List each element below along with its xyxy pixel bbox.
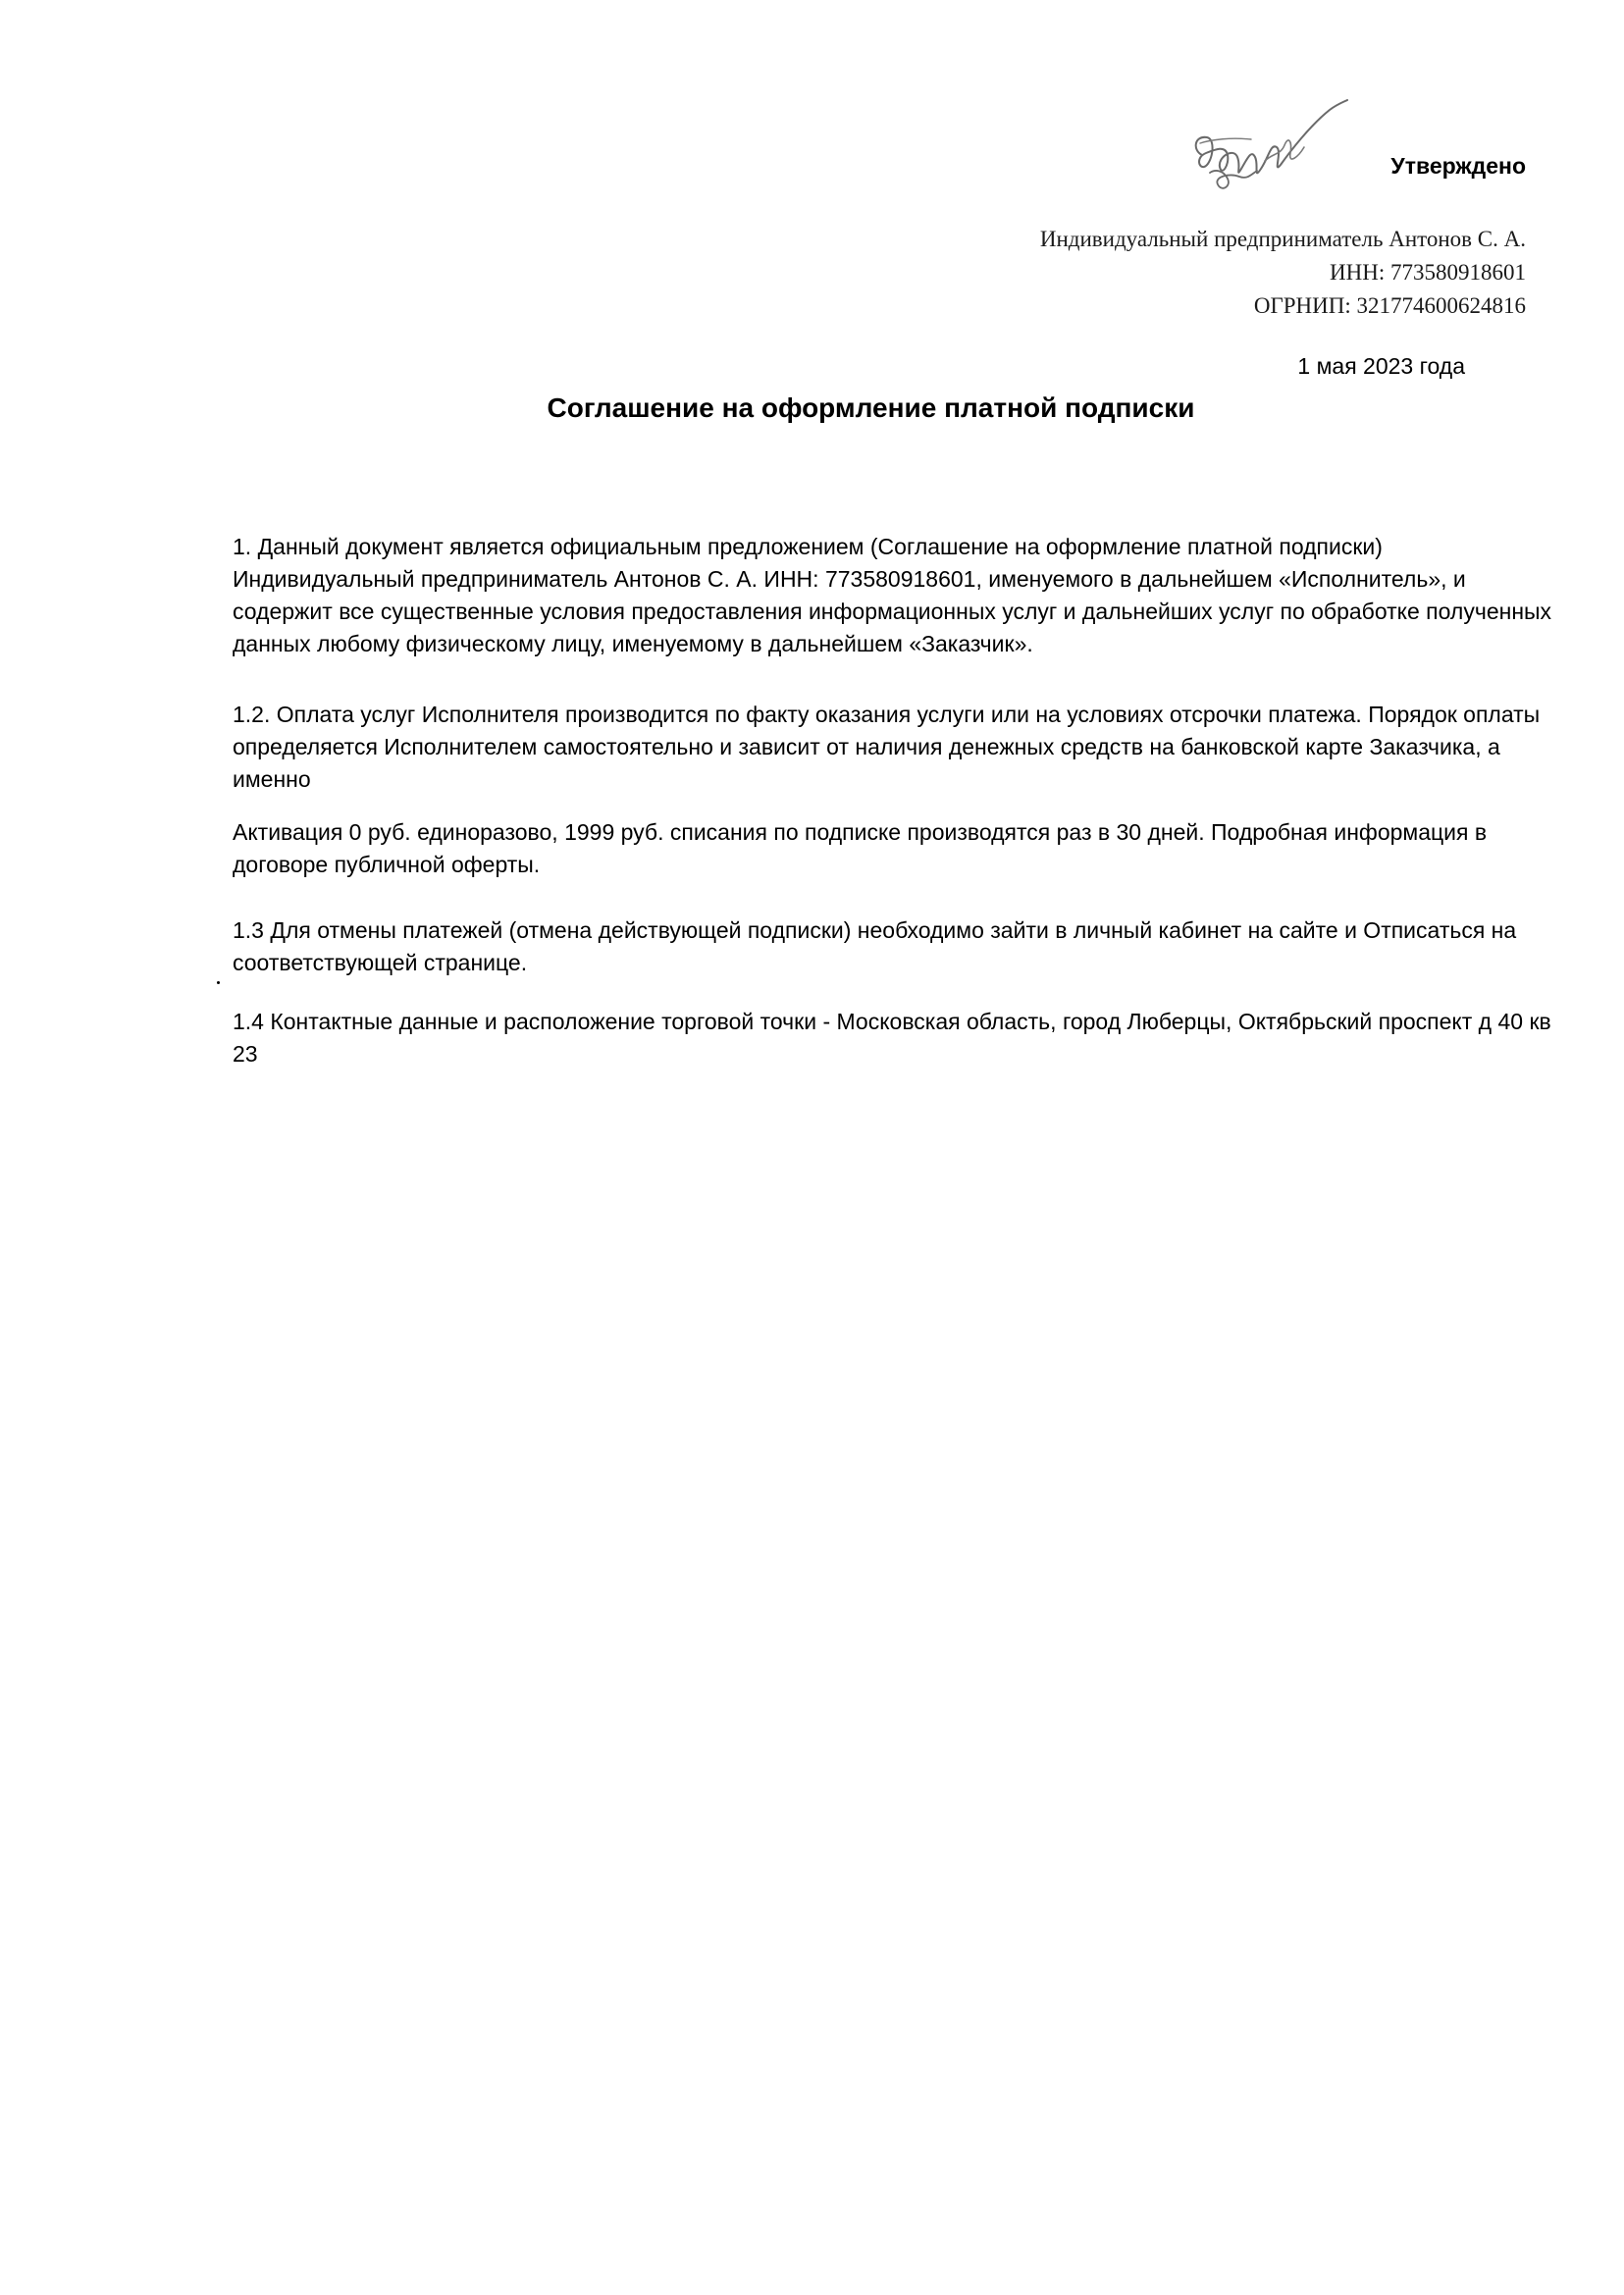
paragraph-1-4 bbox=[233, 1006, 1552, 1070]
signature-image bbox=[1182, 96, 1354, 204]
issuer-name: Индивидуальный предприниматель Антонов С. А. bbox=[1039, 227, 1526, 251]
approved-label: Утверждено bbox=[1390, 153, 1526, 179]
paragraph-activation bbox=[233, 816, 1552, 881]
issuer-inn: ИНН: 773580918601 bbox=[1330, 260, 1526, 285]
issuer-ogrnip: ОГРНИП: 321774600624816 bbox=[1253, 293, 1526, 318]
document-date: 1 мая 2023 года bbox=[1297, 353, 1465, 379]
paragraph-1-2 bbox=[233, 699, 1552, 796]
paragraph-activation-text: Активация 0 руб. единоразово, 1999 руб. списания по подписке производятся раз в 30 дней. Подробная информация в договоре публичной оферты. bbox=[233, 819, 1488, 877]
paragraph-1-text: 1. Данный документ является официальным предложением (Соглашение на оформление платной подписки) Индивидуальный предприниматель Антонов С. А. ИНН: 773580918601, именуемого в дальнейшем «Исполнитель», и содержит все существенные условия предоставления информационных услуг и дальнейших услуг по обработке полученных данных любому физическому лицу, именуемому в дальнейшем «Заказчик». bbox=[233, 534, 1552, 656]
paragraph-1-3-text: 1.3 Для отмены платежей (отмена действующей подписки) необходимо зайти в личный кабинет на сайте и Отписаться на соответствующей странице. bbox=[233, 917, 1517, 975]
issuer-block bbox=[1040, 223, 1526, 323]
stray-dot-mark bbox=[217, 981, 220, 984]
paragraph-1-3 bbox=[233, 914, 1552, 979]
paragraph-1 bbox=[233, 531, 1552, 660]
paragraph-1-4-text: 1.4 Контактные данные и расположение торговой точки - Московская область, город Люберцы, Октябрьский проспект д 40 кв 23 bbox=[233, 1009, 1551, 1067]
document-title: Соглашение на оформление платной подписки bbox=[547, 392, 1195, 423]
paragraph-1-2-text: 1.2. Оплата услуг Исполнителя производится по факту оказания услуги или на условиях отсрочки платежа. Порядок оплаты определяется Исполнителем самостоятельно и зависит от наличия денежных средств на банковской карте Заказчика, а именно bbox=[233, 702, 1541, 792]
